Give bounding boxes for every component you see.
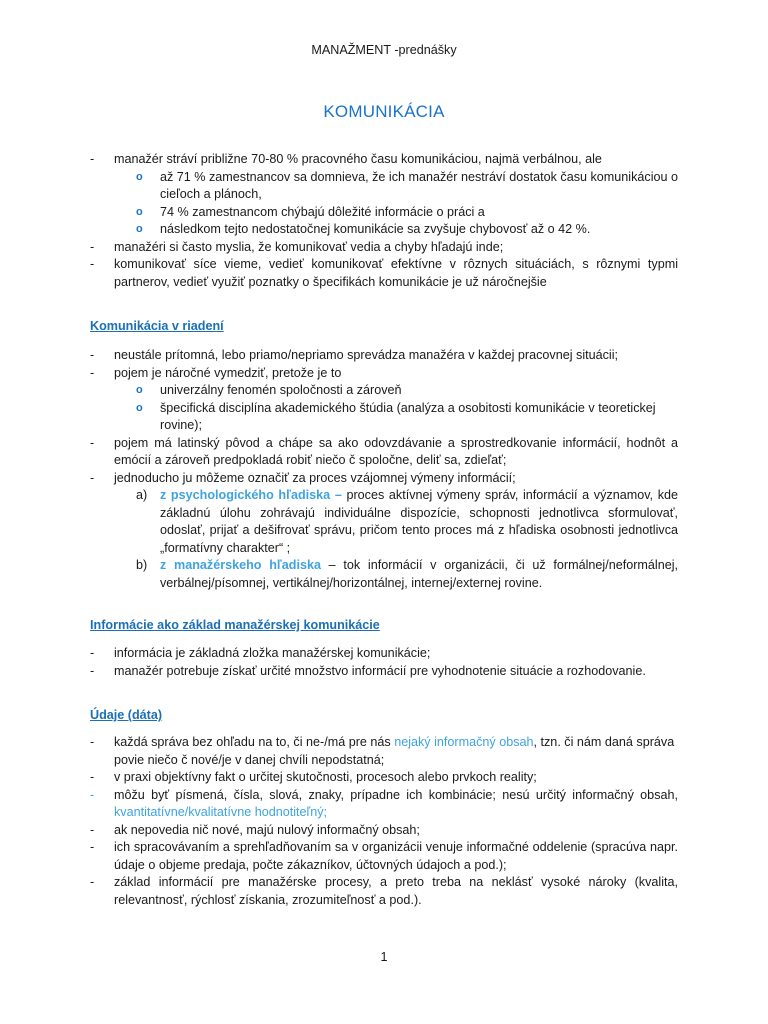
list-item: - v praxi objektívny fakt o určitej skutočnosti, procesoch alebo prvkoch reality;: [90, 769, 678, 787]
sub-list-item: o univerzálny fenomén spoločnosti a zároveň: [90, 382, 678, 400]
list-item: - ich spracovávaním a sprehľadňovaním sa v organizácii venuje informačné oddelenie (spracúva napr. údaje o objeme predaja, počte zákazníkov, účtovných údajoch a pod.);: [90, 840, 678, 872]
dash-marker: -: [90, 787, 95, 802]
list-item: - manažéri si často myslia, že komunikovať vedia a chyby hľadajú inde;: [90, 239, 678, 257]
lettered-item-b: b) z manažérskeho hľadiska – tok informácií v organizácii, či už formálnej/neformálnej, verbálnej/písomnej, vertikálnej/horizontálnej, internej/externej rovine.: [136, 558, 679, 590]
sub-list-item: o následkom tejto nedostatočnej komunikácie sa zvyšuje chybovosť až o 42 %.: [90, 221, 678, 239]
section-heading-informacie: Informácie ako základ manažérskej komunikácie: [90, 618, 380, 632]
circle-bullet-icon: o: [136, 205, 143, 218]
list-item: - ak nepovedia nič nové, majú nulový informačný obsah;: [90, 822, 678, 840]
section2-list: [90, 645, 678, 680]
circle-bullet-icon: o: [136, 401, 143, 414]
dash-marker: -: [90, 152, 95, 166]
circle-bullet-icon: o: [136, 170, 143, 183]
section3-list: [90, 734, 678, 909]
section-heading-udaje: Údaje (dáta): [90, 708, 163, 722]
dash-marker: -: [90, 875, 95, 889]
dash-marker: -: [90, 365, 95, 380]
dash-marker: -: [90, 257, 95, 271]
lettered-item-a: a) z psychologického hľadiska – proces aktívnej výmeny správ, informácií a významov, kde základnú úlohu zohrávajú individuálne dispozície, schopnosti jednotlivca sformulovať, odoslať, prijať a dešifrovať správu, pričom tento proces má z hľadiska osobnosti jednotlivca „formatívny charakter“ ;: [136, 488, 678, 555]
list-item: - komunikovať síce vieme, vedieť komunikovať efektívne v rôznych situáciách, s rôznymi typmi partnerov, vedieť využiť poznatky o špecifikách komunikácie je už náročnejšie: [90, 257, 678, 289]
dash-marker: -: [90, 470, 95, 485]
list-item: - každá správa bez ohľadu na to, či ne-/má pre nás nejaký informačný obsah, tzn. či nám daná správa povie niečo č nové/je v danej chvíli nepodstatná;: [90, 735, 675, 767]
dash-marker: -: [90, 840, 95, 854]
list-item: - jednoducho ju môžeme označiť za proces vzájomnej výmeny informácií;: [90, 470, 678, 488]
dash-marker: -: [90, 435, 95, 450]
dash-marker: -: [90, 822, 95, 837]
dash-marker: -: [90, 646, 95, 660]
list-item: - základ informácií pre manažérske procesy, a preto treba na neklásť vysoké nároky (kvalita, relevantnosť, rýchlosť získania, zrozumiteľnosť a pod.).: [90, 875, 678, 907]
page-header: MANAŽMENT -prednášky: [311, 43, 457, 57]
intro-list: [90, 151, 678, 291]
dash-marker: -: [90, 735, 95, 749]
list-item: - pojem má latinský pôvod a chápe sa ako odovzdávanie a sprostredkovanie informácií, hodnôt a emócií a zároveň predpokladá robiť niečo č spoločne, deliť sa, zdieľať;: [90, 435, 678, 467]
list-item: - neustále prítomná, lebo priamo/nepriamo sprevádza manažéra v každej pracovnej situácii;: [90, 347, 678, 365]
list-item: - manažér stráví približne 70-80 % pracovného času komunikáciou, najmä verbálnou, ale: [90, 151, 678, 169]
document-title: KOMUNIKÁCIA: [323, 102, 445, 121]
dash-marker: -: [90, 663, 95, 678]
list-item: - informácia je základná zložka manažérskej komunikácie;: [90, 645, 678, 663]
dash-marker: -: [90, 770, 95, 784]
list-item: - môžu byť písmená, čísla, slová, znaky, prípadne ich kombinácie; nesú určitý informačný obsah, kvantitatívne/kvalitatívne hodnotiteľný;: [90, 787, 678, 819]
circle-bullet-icon: o: [136, 223, 143, 235]
section1-list: [90, 347, 678, 592]
dash-marker: -: [90, 348, 95, 362]
dash-marker: -: [90, 239, 95, 254]
list-item: - pojem je náročné vymedziť, pretože je to: [90, 365, 678, 383]
page-number: 1: [380, 950, 388, 964]
list-item: - manažér potrebuje získať určité množstvo informácií pre vyhodnotenie situácie a rozhodovanie.: [90, 663, 678, 681]
sub-list-item: o až 71 % zamestnancov sa domnieva, že ich manažér nestráví dostatok času komunikáciou o cieľoch a plánoch,: [136, 169, 679, 201]
circle-bullet-icon: o: [136, 384, 143, 396]
section-heading-komunikacia-v-riadeni: Komunikácia v riadení: [90, 319, 224, 333]
sub-list-item: o špecifická disciplína akademického štúdia (analýza a osobitosti komunikácie v teoretickej rovine);: [136, 400, 656, 432]
sub-list-item: o 74 % zamestnancom chýbajú dôležité informácie o práci a: [90, 204, 678, 222]
